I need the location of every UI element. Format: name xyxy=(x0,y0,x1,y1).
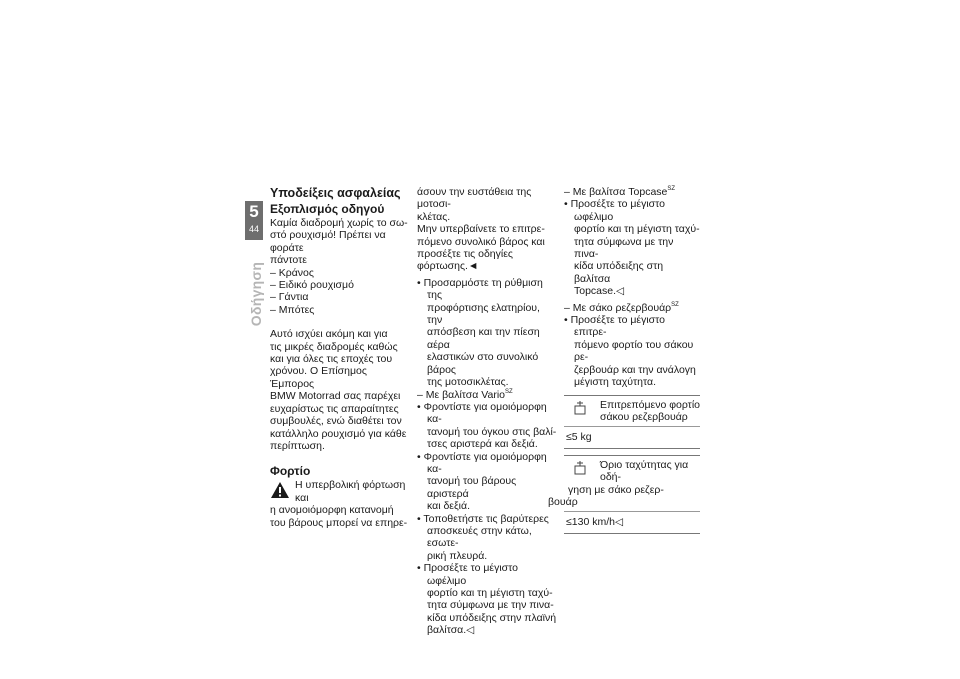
intro-paragraph: Καμία διαδρομή χωρίς το σω- στό ρουχισμό! Πρέπει να φοράτε πάντοτε xyxy=(270,217,408,267)
table-row: ≤130 km/h◁ xyxy=(564,512,700,533)
tank-bag-label: – Με σάκο ρεζερβουάρ$^{SZ}$ xyxy=(564,301,679,314)
warning-triangle-icon xyxy=(270,481,290,499)
chapter-number: 5 xyxy=(249,202,259,221)
list-item: – Ειδικό ρουχισμό xyxy=(270,279,354,292)
list-item: • Προσέξτε το μέγιστο ωφέλιμο φορτίο και τη μέγιστη ταχύ- τητα σύμφωνα με την πινα- κίδα υπόδειξης στην πλαϊνή βαλίτσα.◁ xyxy=(417,562,557,637)
table-row: Όριο ταχύτητας για οδή- γηση με σάκο ρεζερ- βουάρ xyxy=(564,456,700,513)
column-3 xyxy=(548,186,700,534)
tank-bag-icon xyxy=(574,461,586,475)
column-2 xyxy=(417,186,557,637)
table-row: ≤5 kg xyxy=(564,427,700,448)
list-item: – Κράνος xyxy=(270,266,314,279)
list-item: – Γάντια xyxy=(270,291,309,304)
list-item: • Προσέξτε το μέγιστο επιτρε- πόμενο φορτίο του σάκου ρε- ζερβουάρ και την ανάλογη μέγιστη ταχύτητα. xyxy=(564,314,696,389)
warning-continued: άσουν την ευστάθεια της μοτοσι- κλέτας. Μην υπερβαίνετε το επιτρε- πόμενο συνολικό βάρος και προσέξτε τις οδηγίες φόρτωσης.◄ xyxy=(417,186,545,273)
tank-bag-icon xyxy=(574,401,586,415)
list-item: • Προσέξτε το μέγιστο ωφέλιμο φορτίο και τη μέγιστη ταχύ- τητα σύμφωνα με την πινα- κίδα υπόδειξης στη βαλίτσα Topcase.◁ xyxy=(564,198,700,298)
list-item: • Τοποθετήστε τις βαρύτερες αποσκευές στην κάτω, εσωτε- ρική πλευρά. xyxy=(417,512,549,562)
section-label: Οδήγηση xyxy=(248,261,264,327)
list-item: • Φροντίστε για ομοιόμορφη κα- τανομή του όγκου στις βαλί- τσες αριστερά και δεξιά. xyxy=(417,400,557,451)
gear-list xyxy=(270,267,410,317)
table-row: Επιτρεπόμενο φορτίο σάκου ρεζερβουάρ xyxy=(564,396,700,428)
page-number: 44 xyxy=(248,224,259,234)
list-item: • Προσαρμόστε τη ρύθμιση της προφόρτισης ελατηρίου, την απόσβεση και την πίεση αέρα ελαστικών στο συνολικό βάρος της μοτοσικλέτας. xyxy=(417,276,543,389)
rider-equipment-heading: Εξοπλισμός οδηγού xyxy=(270,202,385,216)
warning-block: Η υπερβολική φόρτωση και η ανομοιόμορφη κατανομή του βάρους μπορεί να επηρε- xyxy=(270,479,408,529)
list-item: • Φροντίστε για ομοιόμορφη κα- τανομή του βάρους αριστερά και δεξιά. xyxy=(417,450,547,513)
topcase-label: – Με βαλίτσα Topcase$^{SZ}$ xyxy=(564,186,676,198)
spec-table xyxy=(564,395,700,449)
page-title: Υποδείξεις ασφαλείας xyxy=(270,186,401,200)
spec-table xyxy=(548,455,700,534)
advice-paragraph: Αυτό ισχύει ακόμη και για τις μικρές διαδρομές καθώς και για όλες τις εποχές του χρόνου. Ο Επίσημος Έμπορος BMW Motorrad σας παρέχει ευχαρίστως τις απαραίτητες συμβουλές, ενώ διαθέτει τον κατάλληλο ρουχισμό για κάθε περίπτωση. xyxy=(270,328,407,452)
load-heading: Φορτίο xyxy=(270,464,311,479)
list-item: – Μπότες xyxy=(270,303,315,316)
column-1 xyxy=(270,186,410,529)
vario-case-label: – Με βαλίτσα Vario$^{SZ}$ xyxy=(417,388,513,401)
